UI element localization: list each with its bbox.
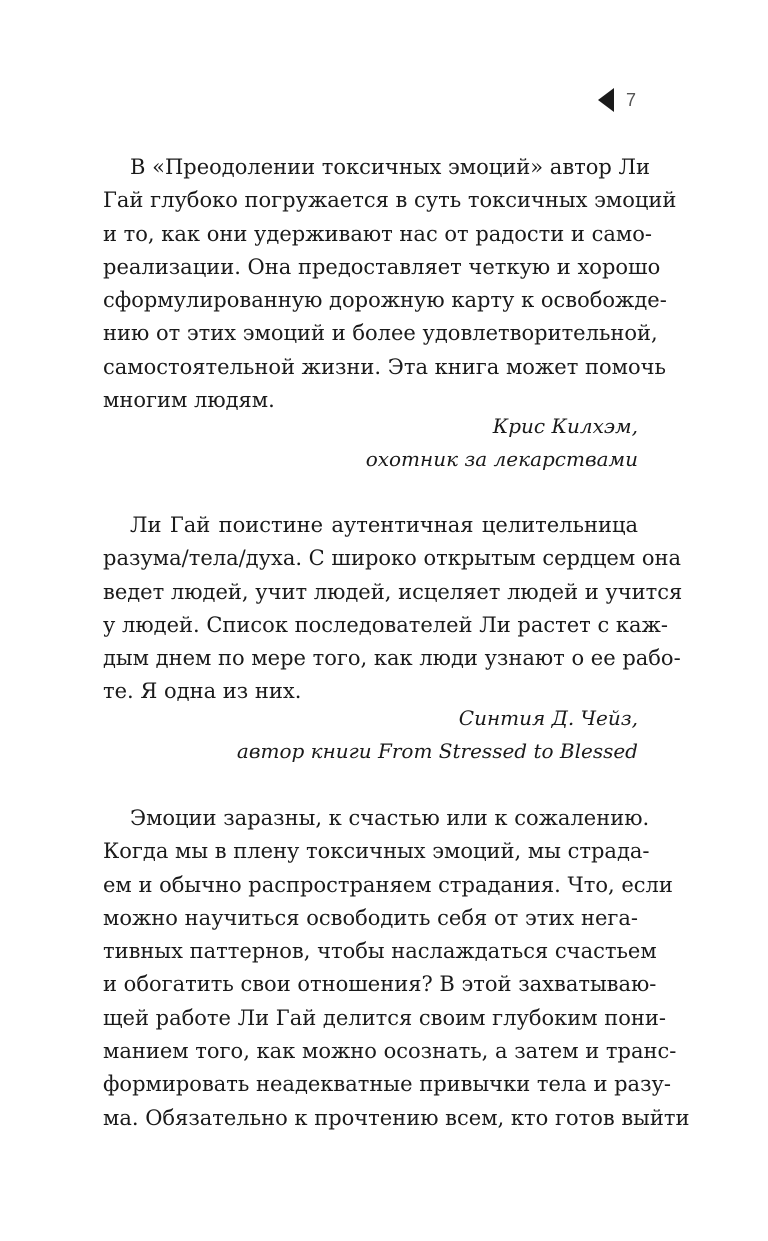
quote-line: многим людям.	[103, 388, 275, 413]
attribution-role: охотник за лекарствами	[365, 447, 638, 472]
quote-1-text	[103, 151, 677, 417]
quote-line: щей работе Ли Гай делится своим глубоким пони-	[103, 1005, 666, 1030]
quote-line: Эмоции заразны, к счастью или к сожалению.	[130, 806, 650, 830]
quote-2-text	[103, 509, 683, 709]
quote-line: тивных паттернов, чтобы наслаждаться счастьем	[103, 939, 657, 964]
quote-line: самостоятельной жизни. Эта книга может помочь	[103, 354, 666, 379]
quote-line: формировать неадекватные привычки тела и разу-	[103, 1072, 671, 1097]
quote-line: у людей. Список последователей Ли растет с каж-	[103, 612, 668, 637]
quote-line: Гай глубоко погружается в суть токсичных эмоций	[103, 188, 677, 213]
quote-line: ем и обычно распространяем страдания. Что, если	[103, 872, 673, 897]
quote-line: и обогатить свои отношения? В этой захватываю-	[103, 972, 657, 997]
quote-line: реализации. Она предоставляет четкую и хорошо	[103, 254, 661, 279]
attribution-author: Синтия Д. Чейз,	[458, 706, 638, 730]
quote-line: манием того, как можно осознать, а затем и транс-	[103, 1039, 677, 1064]
attribution-role: автор книги From Stressed to Blessed	[236, 739, 638, 764]
quote-line: В «Преодолении токсичных эмоций» автор Ли	[130, 155, 651, 179]
quote-line: те. Я одна из них.	[103, 679, 302, 704]
quote-line: ведет людей, учит людей, исцеляет людей и учится	[103, 579, 683, 604]
quote-line: нию от этих эмоций и более удовлетворительной,	[103, 321, 658, 346]
quote-1-attribution	[103, 410, 638, 477]
quote-line: можно научиться освободить себя от этих нега-	[103, 905, 638, 930]
page-header	[0, 86, 768, 118]
quote-line: разума/тела/духа. С широко открытым сердцем она	[103, 546, 682, 571]
quote-line: Ли Гай поистине аутентичная целительница	[130, 513, 638, 537]
attribution-author: Крис Килхэм,	[492, 414, 638, 438]
quote-line: сформулированную дорожную карту к освобожде-	[103, 288, 667, 313]
quote-line: и то, как они удерживают нас от радости и само-	[103, 221, 652, 246]
quote-3-text	[103, 802, 690, 1135]
page-number: 7	[626, 90, 637, 110]
quote-line: дым днем по мере того, как люди узнают о ее рабо-	[103, 646, 681, 671]
quote-line: Когда мы в плену токсичных эмоций, мы страда-	[103, 839, 650, 864]
page-marker-triangle-icon	[598, 88, 614, 112]
quote-2-attribution	[103, 702, 638, 769]
quote-line: ма. Обязательно к прочтению всем, кто готов выйти	[103, 1105, 690, 1130]
